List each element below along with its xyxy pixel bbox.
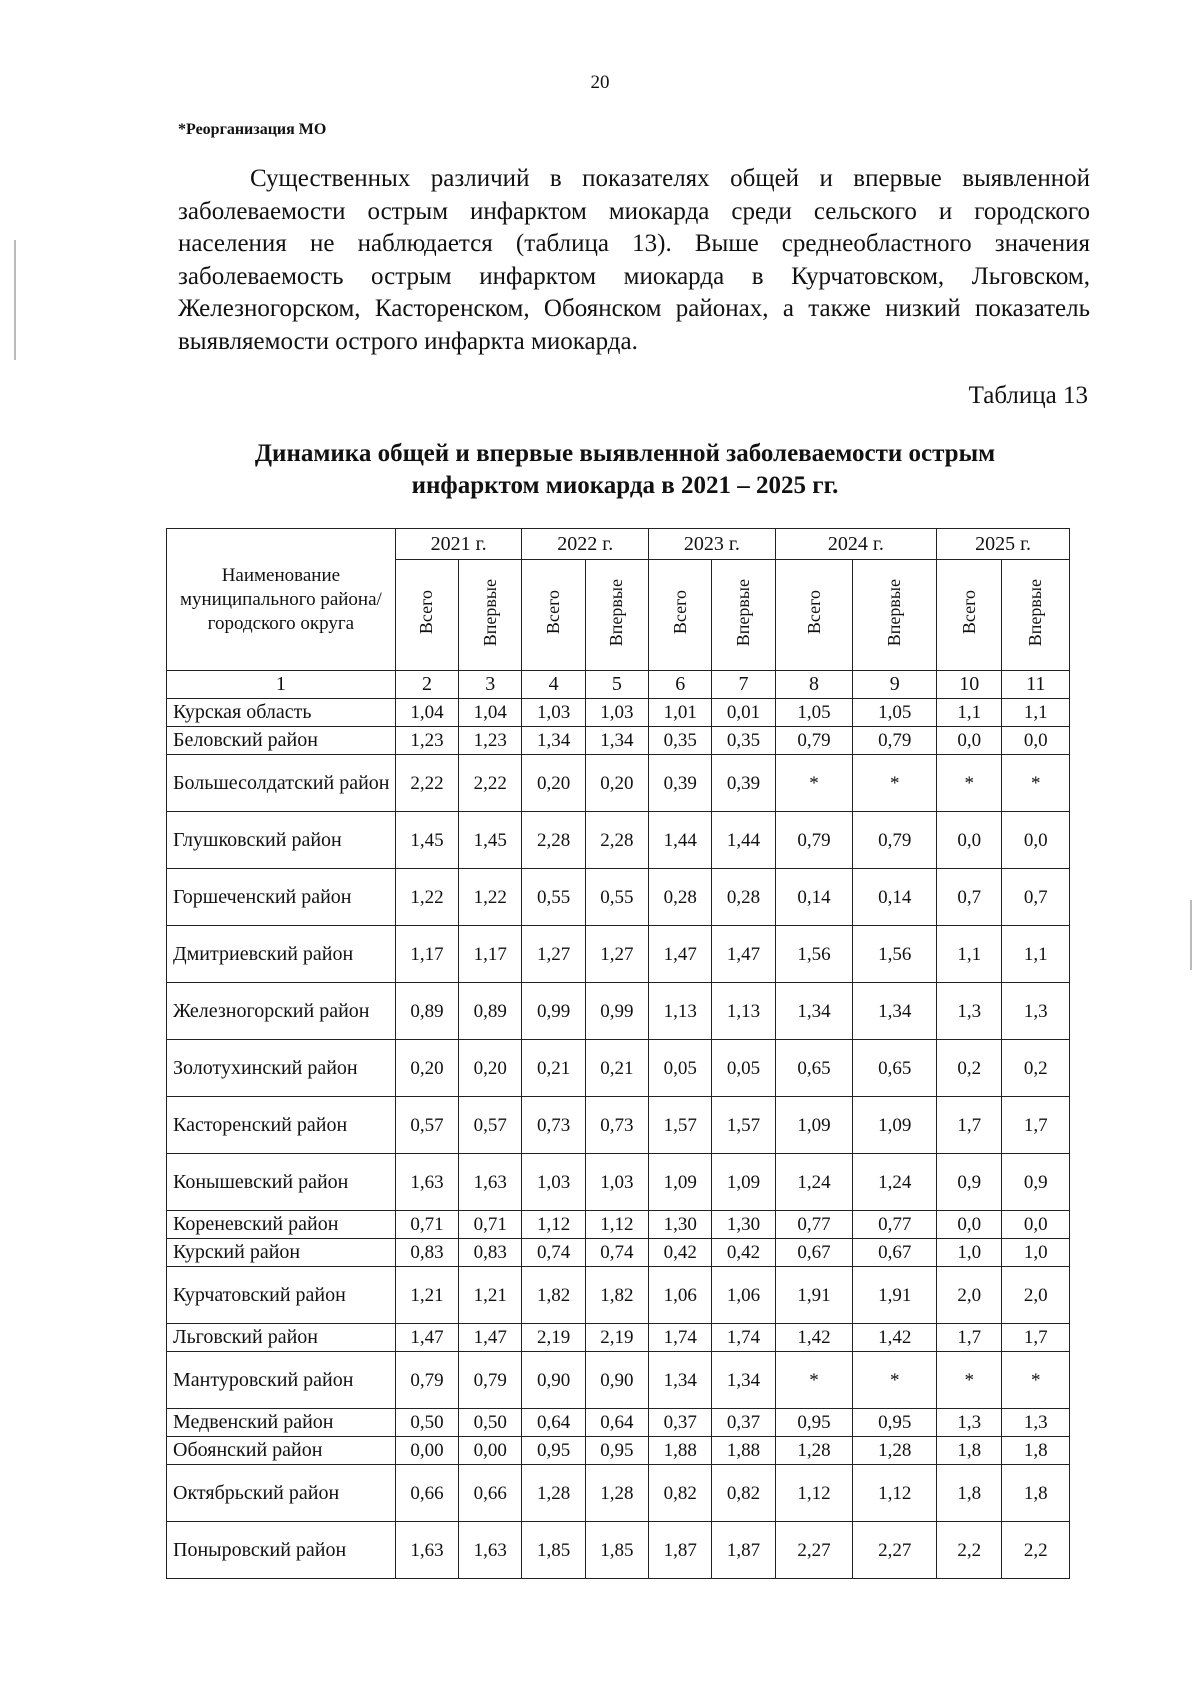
table-cell: 1,8 xyxy=(1002,1465,1070,1522)
table-cell: 1,8 xyxy=(937,1465,1002,1522)
table-cell: 0,82 xyxy=(649,1465,712,1522)
column-number: 7 xyxy=(712,671,775,699)
header-new xyxy=(1002,560,1070,671)
column-number: 9 xyxy=(853,671,937,699)
table-cell: 1,7 xyxy=(937,1324,1002,1352)
header-total-label: Всего xyxy=(803,590,824,635)
table-title-line-1: Динамика общей и впервые выявленной заболеваемости острым xyxy=(254,440,996,467)
table-cell: 0,20 xyxy=(459,1040,522,1097)
table-cell: 1,03 xyxy=(522,699,585,727)
table-cell: 0,14 xyxy=(853,869,937,926)
header-total-label: Всего xyxy=(958,590,979,635)
table-cell: 1,34 xyxy=(853,983,937,1040)
table-cell: 1,28 xyxy=(775,1437,853,1465)
table-cell: 2,0 xyxy=(937,1267,1002,1324)
district-name: Золотухинский район xyxy=(167,1040,396,1097)
table-cell: 0,67 xyxy=(775,1239,853,1267)
table-cell: 0,99 xyxy=(585,983,648,1040)
table-row xyxy=(167,1522,1070,1579)
table-cell: 1,42 xyxy=(775,1324,853,1352)
table-cell: 0,0 xyxy=(937,812,1002,869)
table-cell: * xyxy=(775,755,853,812)
table-cell: 1,3 xyxy=(937,983,1002,1040)
table-cell: 0,89 xyxy=(459,983,522,1040)
table-cell: 1,1 xyxy=(1002,699,1070,727)
table-cell: 0,0 xyxy=(1002,812,1070,869)
table-cell: 0,77 xyxy=(853,1211,937,1239)
table-cell: 2,2 xyxy=(1002,1522,1070,1579)
table-cell: 1,23 xyxy=(395,727,458,755)
table-row xyxy=(167,983,1070,1040)
table-cell: 0,57 xyxy=(395,1097,458,1154)
morbidity-table xyxy=(166,528,1070,1579)
table-cell: 0,65 xyxy=(853,1040,937,1097)
header-new xyxy=(459,560,522,671)
table-row xyxy=(167,1154,1070,1211)
header-new xyxy=(585,560,648,671)
table-cell: 0,0 xyxy=(1002,727,1070,755)
table-cell: 1,57 xyxy=(649,1097,712,1154)
table-cell: 0,90 xyxy=(585,1352,648,1409)
district-name: Курчатовский район xyxy=(167,1267,396,1324)
header-year-2022: 2022 г. xyxy=(522,529,649,560)
header-total-label: Всего xyxy=(669,590,690,635)
table-cell: 1,47 xyxy=(712,926,775,983)
margin-mark xyxy=(14,240,16,360)
table-cell: 1,24 xyxy=(775,1154,853,1211)
table-cell: 0,42 xyxy=(649,1239,712,1267)
table-cell: 1,28 xyxy=(853,1437,937,1465)
table-cell: 0,05 xyxy=(712,1040,775,1097)
table-cell: * xyxy=(775,1352,853,1409)
table-cell: 0,79 xyxy=(775,812,853,869)
column-number: 4 xyxy=(522,671,585,699)
table-cell: 1,63 xyxy=(459,1522,522,1579)
table-cell: 0,95 xyxy=(522,1437,585,1465)
table-cell: 1,22 xyxy=(395,869,458,926)
table-cell: 1,88 xyxy=(712,1437,775,1465)
column-number: 3 xyxy=(459,671,522,699)
table-cell: 1,91 xyxy=(775,1267,853,1324)
table-cell: 0,39 xyxy=(649,755,712,812)
table-cell: 1,47 xyxy=(459,1324,522,1352)
table-row xyxy=(167,1211,1070,1239)
table-row xyxy=(167,727,1070,755)
header-year-2023: 2023 г. xyxy=(649,529,776,560)
table-cell: 0,20 xyxy=(522,755,585,812)
table-cell: 2,27 xyxy=(775,1522,853,1579)
table-cell: 0,37 xyxy=(712,1409,775,1437)
table-cell: 1,12 xyxy=(585,1211,648,1239)
header-year-2024: 2024 г. xyxy=(775,529,936,560)
table-cell: 0,2 xyxy=(937,1040,1002,1097)
column-number: 1 xyxy=(167,671,396,699)
table-cell: * xyxy=(937,755,1002,812)
district-name: Кореневский район xyxy=(167,1211,396,1239)
table-cell: 1,09 xyxy=(775,1097,853,1154)
table-row xyxy=(167,699,1070,727)
table-cell: 0,21 xyxy=(585,1040,648,1097)
table-cell: 1,22 xyxy=(459,869,522,926)
table-cell: 1,13 xyxy=(649,983,712,1040)
header-year-2021: 2021 г. xyxy=(395,529,522,560)
table-cell: 1,8 xyxy=(1002,1437,1070,1465)
table-cell: 0,83 xyxy=(395,1239,458,1267)
district-name: Дмитриевский район xyxy=(167,926,396,983)
district-name: Железногорский район xyxy=(167,983,396,1040)
table-cell: 0,50 xyxy=(459,1409,522,1437)
table-row xyxy=(167,1352,1070,1409)
district-name: Мантуровский район xyxy=(167,1352,396,1409)
table-cell: 0,50 xyxy=(395,1409,458,1437)
table-cell: 1,74 xyxy=(712,1324,775,1352)
header-year-2025: 2025 г. xyxy=(937,529,1070,560)
table-cell: 0,20 xyxy=(585,755,648,812)
table-cell: 1,34 xyxy=(649,1352,712,1409)
table-title xyxy=(150,438,1100,502)
table-row xyxy=(167,926,1070,983)
table-cell: 1,21 xyxy=(459,1267,522,1324)
table-row xyxy=(167,1437,1070,1465)
table-cell: 0,00 xyxy=(459,1437,522,1465)
table-cell: * xyxy=(853,1352,937,1409)
table-cell: 1,47 xyxy=(649,926,712,983)
table-cell: 0,65 xyxy=(775,1040,853,1097)
header-new xyxy=(853,560,937,671)
table-cell: 1,21 xyxy=(395,1267,458,1324)
table-cell: 0,14 xyxy=(775,869,853,926)
table-cell: 1,88 xyxy=(649,1437,712,1465)
header-total-label: Всего xyxy=(543,590,564,635)
header-total xyxy=(937,560,1002,671)
table-cell: 0,35 xyxy=(712,727,775,755)
header-total-label: Всего xyxy=(416,590,437,635)
table-cell: 0,71 xyxy=(459,1211,522,1239)
table-row xyxy=(167,1267,1070,1324)
table-cell: 0,7 xyxy=(1002,869,1070,926)
table-cell: 1,12 xyxy=(853,1465,937,1522)
table-cell: 1,7 xyxy=(937,1097,1002,1154)
table-cell: 0,83 xyxy=(459,1239,522,1267)
table-cell: 0,0 xyxy=(937,727,1002,755)
table-cell: 1,06 xyxy=(649,1267,712,1324)
table-cell: 1,1 xyxy=(937,926,1002,983)
table-cell: 1,05 xyxy=(775,699,853,727)
table-cell: 0,99 xyxy=(522,983,585,1040)
district-name: Горшеченский район xyxy=(167,869,396,926)
table-cell: 0,39 xyxy=(712,755,775,812)
page-number: 20 xyxy=(590,72,610,93)
table-cell: 1,63 xyxy=(395,1154,458,1211)
table-cell: 0,7 xyxy=(937,869,1002,926)
table-row xyxy=(167,1324,1070,1352)
table-cell: 1,1 xyxy=(937,699,1002,727)
table-cell: 0,95 xyxy=(775,1409,853,1437)
table-cell: 1,44 xyxy=(649,812,712,869)
table-cell: 0,0 xyxy=(1002,1211,1070,1239)
table-cell: * xyxy=(1002,755,1070,812)
table-row xyxy=(167,755,1070,812)
table-cell: 1,28 xyxy=(585,1465,648,1522)
table-cell: 0,2 xyxy=(1002,1040,1070,1097)
district-name: Конышевский район xyxy=(167,1154,396,1211)
table-cell: 0,79 xyxy=(459,1352,522,1409)
table-cell: * xyxy=(937,1352,1002,1409)
column-number-row xyxy=(167,671,1070,699)
table-cell: 1,12 xyxy=(522,1211,585,1239)
table-cell: 0,73 xyxy=(522,1097,585,1154)
table-cell: 0,0 xyxy=(937,1211,1002,1239)
table-cell: 1,27 xyxy=(585,926,648,983)
footnote: *Реорганизация МО xyxy=(178,121,327,138)
table-cell: 1,23 xyxy=(459,727,522,755)
table-cell: 0,35 xyxy=(649,727,712,755)
table-cell: 1,0 xyxy=(1002,1239,1070,1267)
header-new-label: Впервые xyxy=(733,578,754,647)
table-cell: 1,04 xyxy=(459,699,522,727)
table-cell: 1,8 xyxy=(937,1437,1002,1465)
table-cell: 0,21 xyxy=(522,1040,585,1097)
table-cell: 1,09 xyxy=(712,1154,775,1211)
table-cell: 1,42 xyxy=(853,1324,937,1352)
table-cell: 0,28 xyxy=(649,869,712,926)
table-cell: 1,27 xyxy=(522,926,585,983)
table-cell: 0,77 xyxy=(775,1211,853,1239)
column-number: 10 xyxy=(937,671,1002,699)
header-new-label: Впервые xyxy=(1025,578,1046,647)
table-cell: 1,34 xyxy=(712,1352,775,1409)
table-cell: 2,19 xyxy=(585,1324,648,1352)
district-name: Большесолдатский район xyxy=(167,755,396,812)
table-cell: 0,66 xyxy=(395,1465,458,1522)
district-name: Октябрьский район xyxy=(167,1465,396,1522)
table-cell: 1,34 xyxy=(775,983,853,1040)
header-total xyxy=(649,560,712,671)
column-number: 2 xyxy=(395,671,458,699)
table-row xyxy=(167,1239,1070,1267)
table-cell: 1,13 xyxy=(712,983,775,1040)
table-cell: 0,00 xyxy=(395,1437,458,1465)
table-cell: 0,90 xyxy=(522,1352,585,1409)
table-cell: 1,34 xyxy=(522,727,585,755)
table-cell: 1,56 xyxy=(775,926,853,983)
table-cell: 1,03 xyxy=(585,1154,648,1211)
table-cell: 1,7 xyxy=(1002,1097,1070,1154)
table-cell: 1,3 xyxy=(1002,983,1070,1040)
table-cell: 1,0 xyxy=(937,1239,1002,1267)
table-cell: 1,82 xyxy=(585,1267,648,1324)
header-total xyxy=(395,560,458,671)
table-cell: 2,2 xyxy=(937,1522,1002,1579)
table-row xyxy=(167,812,1070,869)
table-cell: 1,57 xyxy=(712,1097,775,1154)
header-total xyxy=(522,560,585,671)
table-cell: 0,71 xyxy=(395,1211,458,1239)
table-cell: 0,05 xyxy=(649,1040,712,1097)
district-name: Льговский район xyxy=(167,1324,396,1352)
table-cell: 0,79 xyxy=(853,727,937,755)
header-new-label: Впервые xyxy=(884,578,905,647)
table-cell: 1,87 xyxy=(712,1522,775,1579)
table-cell: 0,79 xyxy=(395,1352,458,1409)
table-cell: 0,9 xyxy=(937,1154,1002,1211)
table-cell: 0,73 xyxy=(585,1097,648,1154)
table-cell: 1,12 xyxy=(775,1465,853,1522)
table-cell: 0,55 xyxy=(585,869,648,926)
table-cell: 1,24 xyxy=(853,1154,937,1211)
table-cell: 2,28 xyxy=(585,812,648,869)
table-cell: 0,28 xyxy=(712,869,775,926)
table-row xyxy=(167,1040,1070,1097)
table-cell: 0,74 xyxy=(585,1239,648,1267)
table-cell: 1,09 xyxy=(853,1097,937,1154)
table-cell: 2,28 xyxy=(522,812,585,869)
table-cell: 0,66 xyxy=(459,1465,522,1522)
table-cell: 1,74 xyxy=(649,1324,712,1352)
table-cell: 0,64 xyxy=(585,1409,648,1437)
table-cell: 1,04 xyxy=(395,699,458,727)
table-cell: 0,74 xyxy=(522,1239,585,1267)
table-cell: 1,3 xyxy=(937,1409,1002,1437)
table-cell: 1,85 xyxy=(522,1522,585,1579)
table-cell: 1,87 xyxy=(649,1522,712,1579)
table-row xyxy=(167,1097,1070,1154)
margin-mark xyxy=(1190,900,1192,970)
column-number: 11 xyxy=(1002,671,1070,699)
table-cell: 0,55 xyxy=(522,869,585,926)
body-paragraph: Существенных различий в показателях общей и впервые выявленной заболеваемости острым инфарктом миокарда среди сельского и городского населения не наблюдается (таблица 13). Выше среднеобластного значения заболеваемость острым инфарктом миокарда в Курчатовском, Льговском, Железногорском, Касторенском, Обоянском районах, а также низкий показатель выявляемости острого инфаркта миокарда. xyxy=(178,165,1090,355)
table-cell: 0,42 xyxy=(712,1239,775,1267)
header-new-label: Впервые xyxy=(479,578,500,647)
column-number: 8 xyxy=(775,671,853,699)
table-cell: 1,06 xyxy=(712,1267,775,1324)
table-cell: 1,05 xyxy=(853,699,937,727)
table-cell: 1,1 xyxy=(1002,926,1070,983)
district-name: Курская область xyxy=(167,699,396,727)
table-cell: 1,03 xyxy=(522,1154,585,1211)
table-row xyxy=(167,1409,1070,1437)
table-cell: 2,22 xyxy=(459,755,522,812)
table-cell: 1,63 xyxy=(459,1154,522,1211)
table-cell: 1,85 xyxy=(585,1522,648,1579)
table-cell: * xyxy=(1002,1352,1070,1409)
table-cell: 2,0 xyxy=(1002,1267,1070,1324)
table-cell: 1,3 xyxy=(1002,1409,1070,1437)
table-cell: 1,09 xyxy=(649,1154,712,1211)
table-cell: 1,17 xyxy=(459,926,522,983)
table-cell: 1,91 xyxy=(853,1267,937,1324)
table-cell: 1,45 xyxy=(459,812,522,869)
table-cell: 1,01 xyxy=(649,699,712,727)
table-cell: * xyxy=(853,755,937,812)
table-cell: 0,9 xyxy=(1002,1154,1070,1211)
table-cell: 1,34 xyxy=(585,727,648,755)
table-cell: 1,63 xyxy=(395,1522,458,1579)
table-cell: 0,67 xyxy=(853,1239,937,1267)
table-cell: 0,95 xyxy=(585,1437,648,1465)
district-name: Курский район xyxy=(167,1239,396,1267)
table-cell: 0,64 xyxy=(522,1409,585,1437)
district-name: Обоянский район xyxy=(167,1437,396,1465)
table-row xyxy=(167,1465,1070,1522)
header-total xyxy=(775,560,853,671)
table-body xyxy=(167,699,1070,1579)
table-cell: 0,89 xyxy=(395,983,458,1040)
table-cell: 0,57 xyxy=(459,1097,522,1154)
table-cell: 1,17 xyxy=(395,926,458,983)
header-new-label: Впервые xyxy=(606,578,627,647)
table-cell: 1,44 xyxy=(712,812,775,869)
district-name: Поныровский район xyxy=(167,1522,396,1579)
table-cell: 1,03 xyxy=(585,699,648,727)
table-cell: 2,19 xyxy=(522,1324,585,1352)
table-cell: 2,27 xyxy=(853,1522,937,1579)
table-cell: 1,7 xyxy=(1002,1324,1070,1352)
column-number: 5 xyxy=(585,671,648,699)
table-cell: 1,30 xyxy=(712,1211,775,1239)
table-cell: 0,79 xyxy=(775,727,853,755)
table-label: Таблица 13 xyxy=(968,382,1088,409)
table-cell: 1,47 xyxy=(395,1324,458,1352)
header-new xyxy=(712,560,775,671)
district-name: Беловский район xyxy=(167,727,396,755)
table-cell: 0,20 xyxy=(395,1040,458,1097)
header-district-name: Наименование муниципального района/городского округа xyxy=(167,529,396,671)
district-name: Касторенский район xyxy=(167,1097,396,1154)
table-cell: 0,82 xyxy=(712,1465,775,1522)
table-title-line-2: инфарктом миокарда в 2021 – 2025 гг. xyxy=(411,472,839,499)
table-cell: 1,45 xyxy=(395,812,458,869)
table-cell: 0,01 xyxy=(712,699,775,727)
table-cell: 1,82 xyxy=(522,1267,585,1324)
table-cell: 1,30 xyxy=(649,1211,712,1239)
table-cell: 2,22 xyxy=(395,755,458,812)
table-cell: 0,37 xyxy=(649,1409,712,1437)
column-number: 6 xyxy=(649,671,712,699)
district-name: Медвенский район xyxy=(167,1409,396,1437)
table-row xyxy=(167,869,1070,926)
district-name: Глушковский район xyxy=(167,812,396,869)
table-cell: 0,95 xyxy=(853,1409,937,1437)
table-cell: 1,28 xyxy=(522,1465,585,1522)
table-cell: 0,79 xyxy=(853,812,937,869)
table-cell: 1,56 xyxy=(853,926,937,983)
